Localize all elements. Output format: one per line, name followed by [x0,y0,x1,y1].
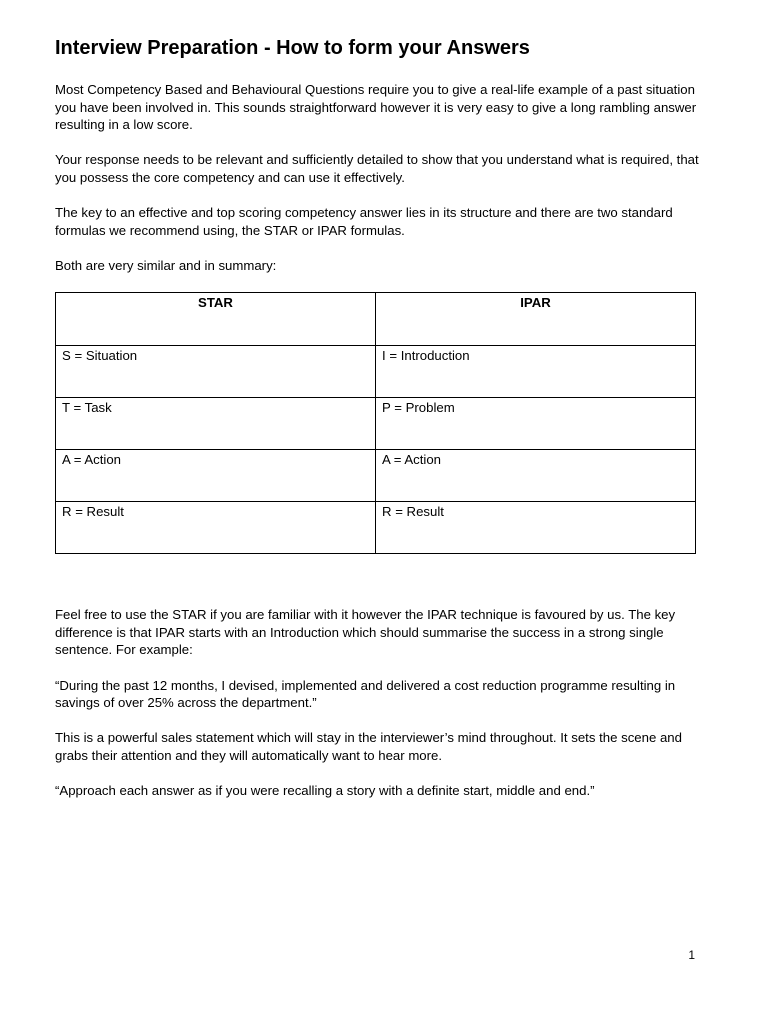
paragraph-sales-statement: This is a powerful sales statement which will stay in the interviewer’s mind throughout. It sets the scene and grabs their attention and they will automatically want to hear more. [55,730,682,763]
table-cell: R = Result [56,502,376,554]
paragraph-story-quote: “Approach each answer as if you were recalling a story with a definite start, middle and end.” [55,783,595,799]
table-cell: S = Situation [56,346,376,398]
table-cell: A = Action [56,450,376,502]
table-header-ipar: IPAR [376,293,696,346]
table-header-row [56,293,696,346]
document-title: Interview Preparation - How to form your Answers [55,37,530,59]
document-page [55,34,700,817]
star-ipar-table [55,292,696,554]
table-cell: P = Problem [376,398,696,450]
paragraph-structure: The key to an effective and top scoring competency answer lies in its structure and there are two standard formulas we recommend using, the STAR or IPAR formulas. [55,205,673,238]
table-cell: I = Introduction [376,346,696,398]
table-header-star: STAR [56,293,376,346]
paragraph-relevance: Your response needs to be relevant and sufficiently detailed to show that you understand what is required, that you possess the core competency and can use it effectively. [55,152,699,185]
page-number: 1 [688,948,695,962]
paragraph-summary-lead: Both are very similar and in summary: [55,257,277,273]
paragraph-ipar-preference: Feel free to use the STAR if you are familiar with it however the IPAR technique is favoured by us. The key difference is that IPAR starts with an Introduction which should summarise the success in a strong single sentence. For example: [55,607,676,658]
table-row [56,450,696,502]
table-row [56,346,696,398]
table-row [56,398,696,450]
table-cell: T = Task [56,398,376,450]
paragraph-example-quote: “During the past 12 months, I devised, implemented and delivered a cost reduction programme resulting in savings of over 25% across the department.” [55,677,676,711]
table-row [56,502,696,554]
paragraph-intro: Most Competency Based and Behavioural Questions require you to give a real-life example of a past situation you have been involved in. This sounds straightforward however it is very easy to give a long rambling answer resulting in a low score. [55,82,697,133]
table-cell: R = Result [376,502,696,554]
table-cell: A = Action [376,450,696,502]
